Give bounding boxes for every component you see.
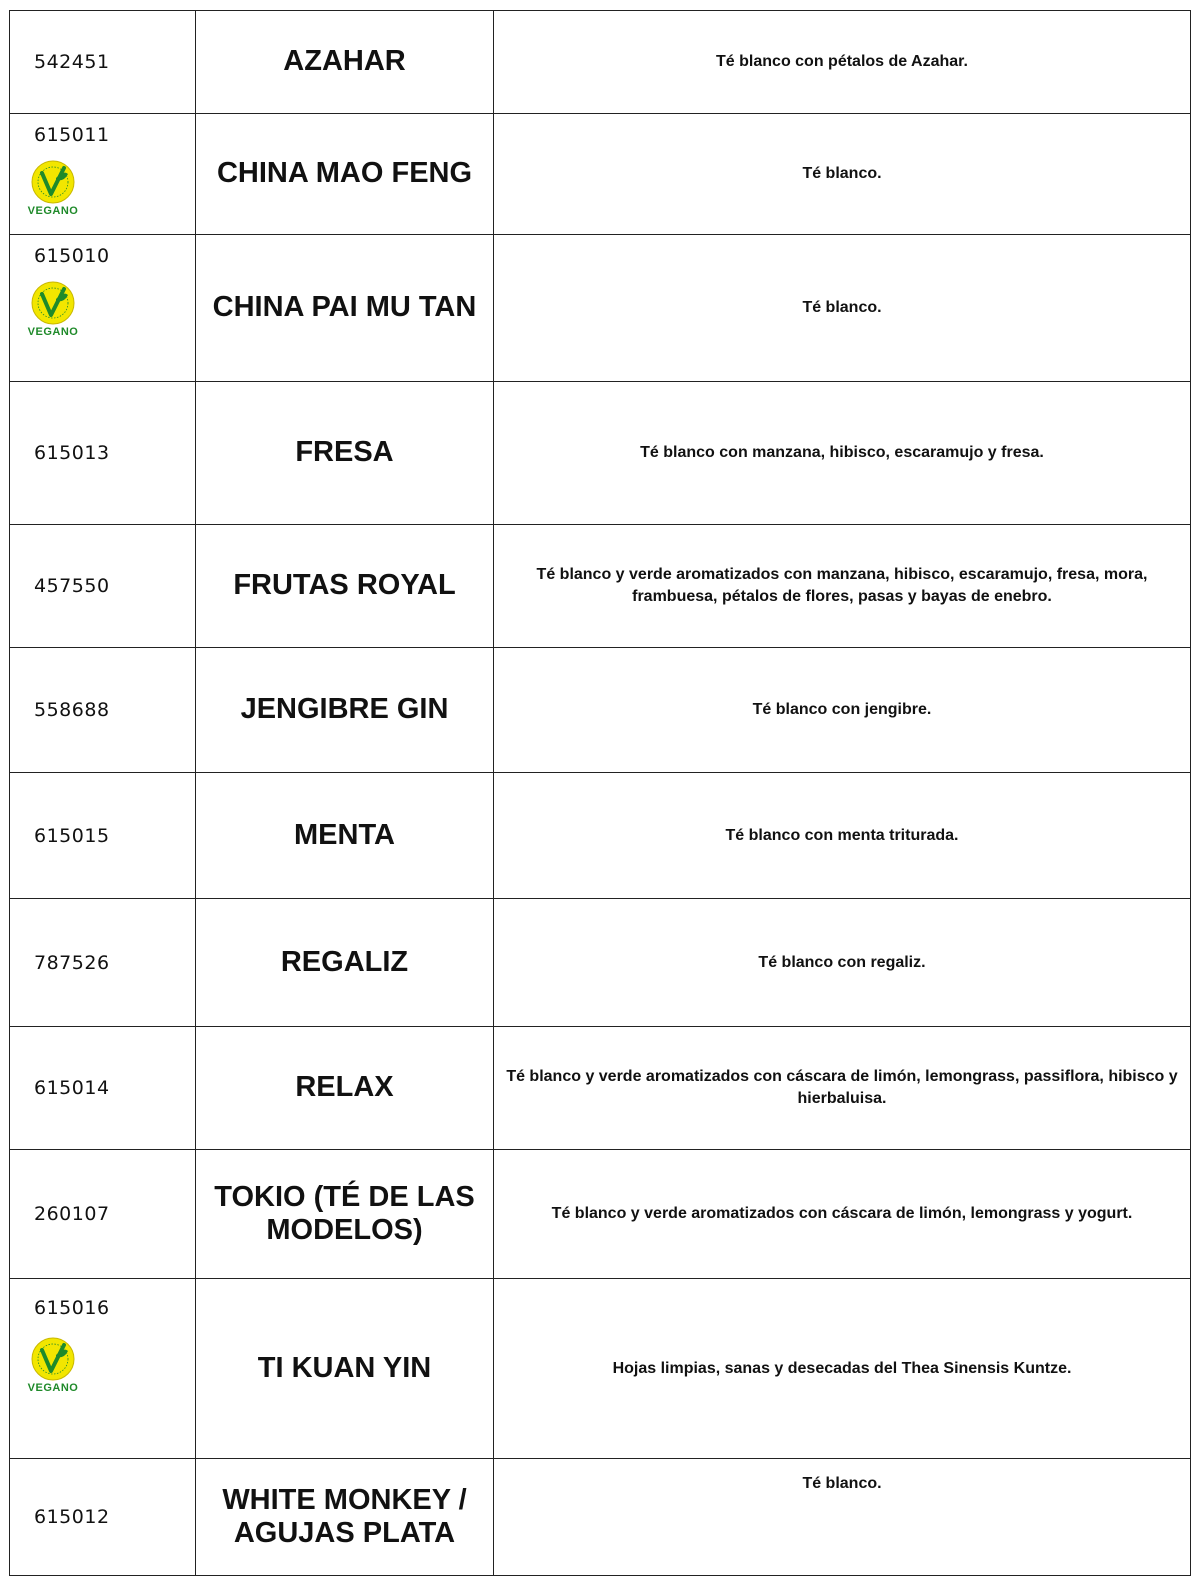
product-code: 615016 [34, 1297, 110, 1319]
product-code: 615014 [10, 1027, 196, 1150]
product-description: Té blanco con regaliz. [494, 899, 1191, 1027]
table-row [10, 382, 1191, 525]
product-name: TOKIO (TÉ DE LAS MODELOS) [196, 1150, 494, 1279]
product-code: 615015 [10, 773, 196, 899]
product-code: 615013 [10, 382, 196, 525]
table-row [10, 773, 1191, 899]
product-description: Té blanco y verde aromatizados con cáscara de limón, lemongrass y yogurt. [494, 1150, 1191, 1279]
product-name: CHINA PAI MU TAN [196, 235, 494, 382]
product-description: Té blanco con menta triturada. [494, 773, 1191, 899]
product-code: 457550 [10, 525, 196, 648]
product-code-cell [10, 1279, 196, 1459]
product-name: RELAX [196, 1027, 494, 1150]
product-name: REGALIZ [196, 899, 494, 1027]
product-code-cell [10, 235, 196, 382]
vegan-label-icon [20, 1337, 86, 1393]
product-code: 260107 [10, 1150, 196, 1279]
product-description: Hojas limpias, sanas y desecadas del Thea Sinensis Kuntze. [494, 1279, 1191, 1459]
product-description: Té blanco. [494, 235, 1191, 382]
product-name: FRESA [196, 382, 494, 525]
table-row [10, 1150, 1191, 1279]
svg-text:VEGANO: VEGANO [27, 326, 79, 337]
svg-text:VEGANO: VEGANO [27, 1382, 79, 1393]
table-row [10, 525, 1191, 648]
product-code: 615010 [34, 245, 110, 267]
product-name: MENTA [196, 773, 494, 899]
svg-text:VEGANO: VEGANO [27, 205, 79, 216]
product-name: FRUTAS ROYAL [196, 525, 494, 648]
product-name: AZAHAR [196, 11, 494, 114]
product-name: WHITE MONKEY / AGUJAS PLATA [196, 1459, 494, 1576]
table-row [10, 11, 1191, 114]
product-code: 615011 [34, 124, 110, 146]
table-row [10, 899, 1191, 1027]
product-description: Té blanco. [494, 114, 1191, 235]
product-code: 615012 [10, 1459, 196, 1576]
table-row [10, 1279, 1191, 1459]
product-name: CHINA MAO FENG [196, 114, 494, 235]
product-code: 542451 [10, 11, 196, 114]
table-row [10, 1459, 1191, 1576]
product-description: Té blanco y verde aromatizados con manzana, hibisco, escaramujo, fresa, mora, frambuesa, pétalos de flores, pasas y bayas de enebro. [494, 525, 1191, 648]
product-code-cell [10, 114, 196, 235]
product-name: JENGIBRE GIN [196, 648, 494, 773]
product-description: Té blanco con pétalos de Azahar. [494, 11, 1191, 114]
product-name: TI KUAN YIN [196, 1279, 494, 1459]
table-row [10, 235, 1191, 382]
table-row [10, 114, 1191, 235]
product-description: Té blanco con manzana, hibisco, escaramujo y fresa. [494, 382, 1191, 525]
product-code: 558688 [10, 648, 196, 773]
vegan-label-icon [20, 160, 86, 216]
vegan-label-icon [20, 281, 86, 337]
tea-catalog-table [9, 10, 1191, 1576]
product-description: Té blanco con jengibre. [494, 648, 1191, 773]
product-description: Té blanco. [494, 1459, 1191, 1576]
table-row [10, 1027, 1191, 1150]
product-code: 787526 [10, 899, 196, 1027]
product-description: Té blanco y verde aromatizados con cáscara de limón, lemongrass, passiflora, hibisco y hierbaluisa. [494, 1027, 1191, 1150]
table-row [10, 648, 1191, 773]
